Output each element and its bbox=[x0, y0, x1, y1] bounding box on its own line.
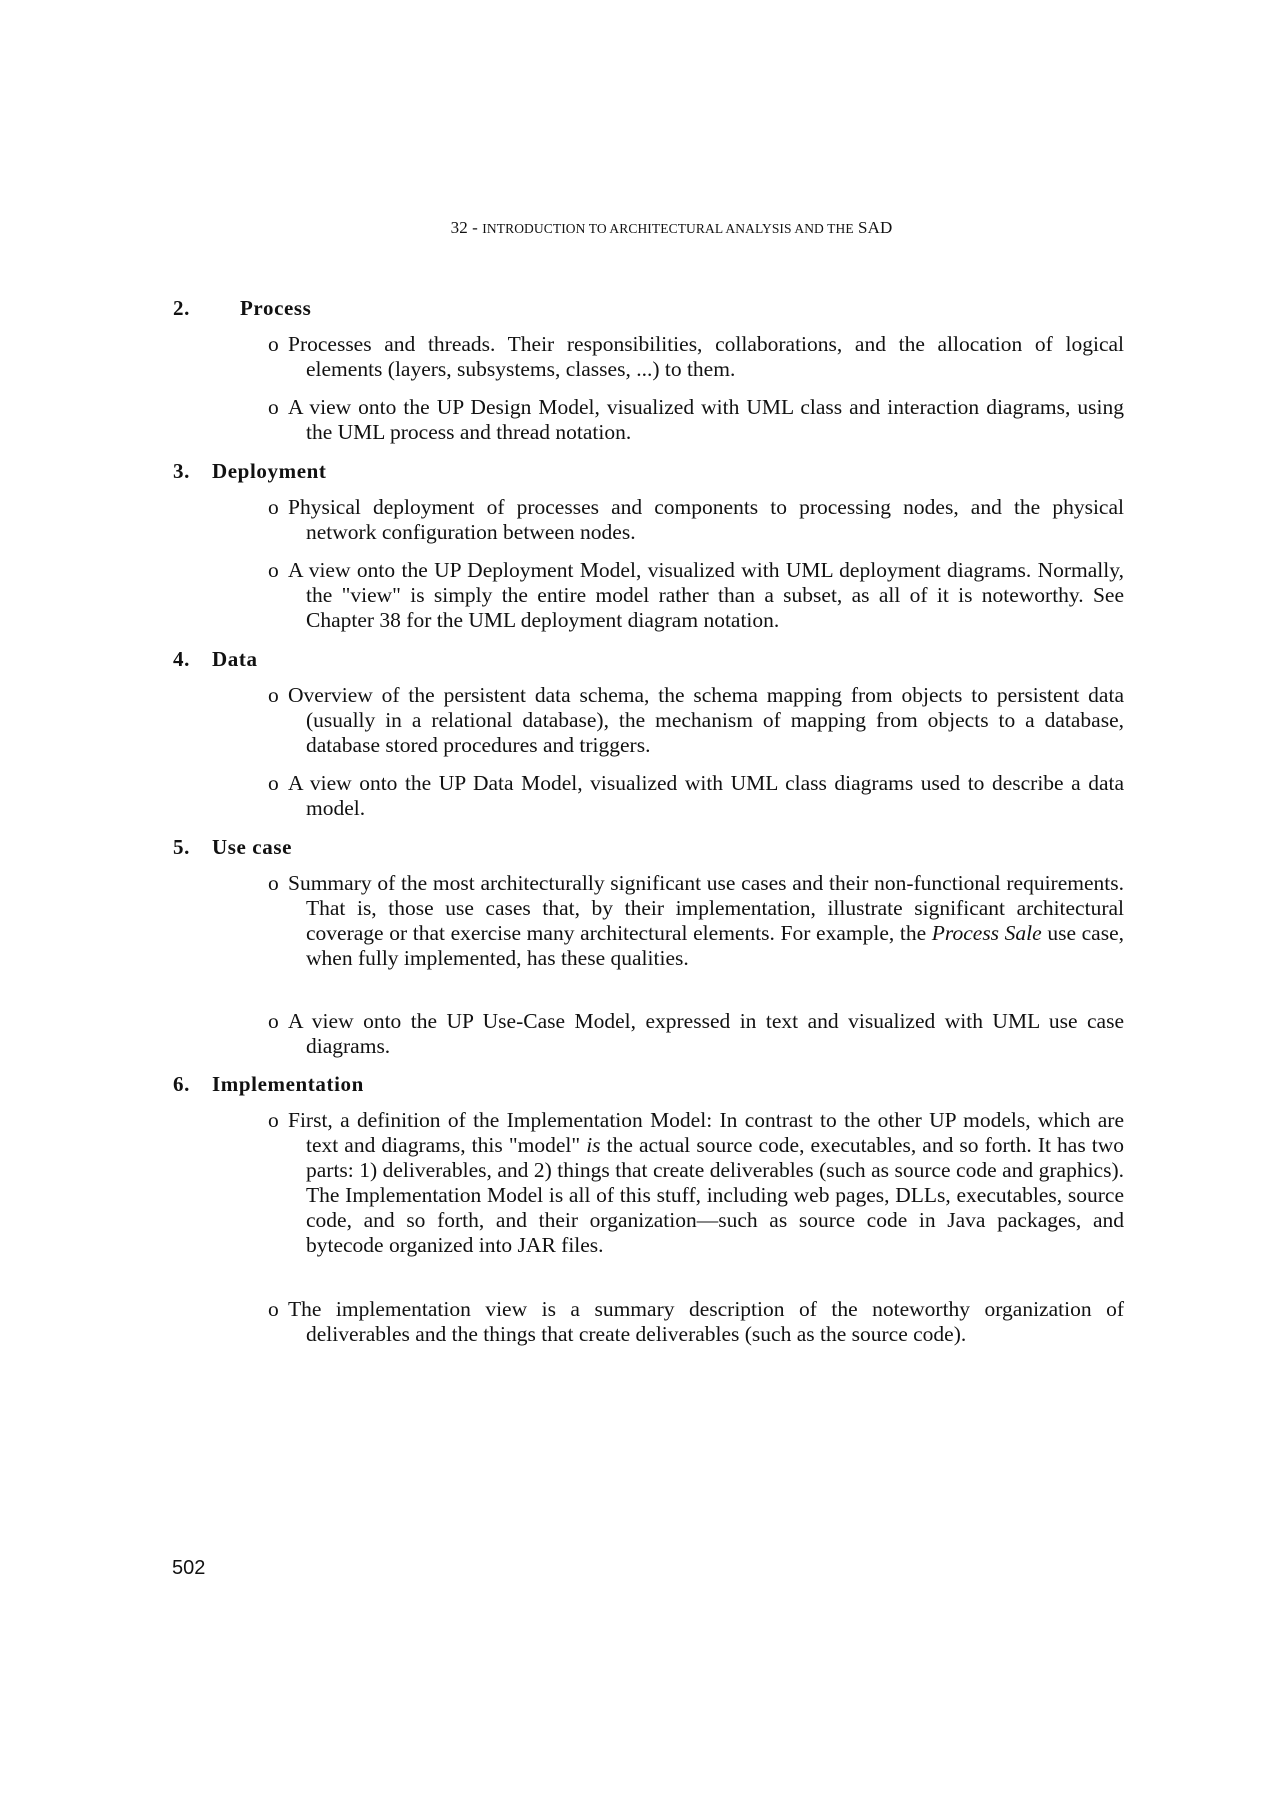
bullet-marker: o bbox=[268, 1108, 279, 1132]
bullet-text-before: First, a definition of the Implementation Model: In contrast to the other UP models, which are text and diagrams, this "model" bbox=[288, 1108, 1124, 1157]
bullet-item bbox=[268, 1108, 1124, 1258]
bullet-item bbox=[268, 395, 1124, 445]
bullet-text: A view onto the UP Data Model, visualized with UML class diagrams used to describe a data model. bbox=[288, 771, 1124, 820]
bullet-marker: o bbox=[268, 1297, 279, 1321]
bullet-marker: o bbox=[268, 771, 279, 795]
section-number: 5. bbox=[173, 835, 190, 859]
running-header bbox=[0, 218, 1273, 238]
bullet-item bbox=[268, 495, 1124, 545]
bullet-item bbox=[268, 683, 1124, 758]
section-title: Deployment bbox=[212, 459, 327, 483]
page-number: 502 bbox=[172, 1557, 206, 1579]
bullet-text-italic: Process Sale bbox=[931, 921, 1042, 945]
bullet-item bbox=[268, 1009, 1124, 1059]
section-title: Use case bbox=[212, 835, 293, 859]
bullet-marker: o bbox=[268, 495, 279, 519]
bullet-text-italic: is bbox=[586, 1133, 601, 1157]
bullet-text: Physical deployment of processes and components to processing nodes, and the physical network configuration between nodes. bbox=[288, 495, 1124, 544]
bullet-text: Overview of the persistent data schema, the schema mapping from objects to persistent data (usually in a relational database), the mechanism of mapping from objects to a database, database stored procedures and triggers. bbox=[288, 683, 1124, 757]
bullet-text-after: use case, when fully implemented, has these qualities. bbox=[306, 921, 1124, 970]
header-prefix: 32 - bbox=[450, 218, 483, 237]
bullet-item bbox=[268, 1297, 1124, 1347]
bullet-item bbox=[268, 332, 1124, 382]
section-title: Data bbox=[212, 647, 258, 671]
section-number: 4. bbox=[173, 647, 190, 671]
bullet-item bbox=[268, 871, 1124, 971]
bullet-text: A view onto the UP Use-Case Model, expressed in text and visualized with UML use case diagrams. bbox=[288, 1009, 1124, 1058]
bullet-text: A view onto the UP Deployment Model, visualized with UML deployment diagrams. Normally, the "view" is simply the entire model rather than a subset, as all of it is noteworthy. See Chapter 38 for the UML deployment diagram notation. bbox=[288, 558, 1124, 632]
header-chapter-title: INTRODUCTION TO ARCHITECTURAL ANALYSIS AND THE bbox=[482, 221, 854, 236]
bullet-text: The implementation view is a summary description of the noteworthy organization of deliverables and the things that create deliverables (such as the source code). bbox=[288, 1297, 1124, 1346]
bullet-text-after: the actual source code, executables, and so forth. It has two parts: 1) deliverables, and 2) things that create deliverables (such as source code and graphics). The Implementation Model is all of this stuff, including web pages, DLLs, executables, source code, and so forth, and their organization—such as source code in Java packages, and bytecode organized into JAR files. bbox=[306, 1133, 1125, 1257]
bullet-item bbox=[268, 558, 1124, 633]
bullet-text: Processes and threads. Their responsibilities, collaborations, and the allocation of logical elements (layers, subsystems, classes, ...) to them. bbox=[288, 332, 1124, 381]
header-chapter-suffix: SAD bbox=[858, 218, 893, 237]
bullet-marker: o bbox=[268, 395, 279, 419]
section-title: Implementation bbox=[212, 1072, 364, 1096]
section-number: 2. bbox=[173, 296, 190, 320]
section-number: 3. bbox=[173, 459, 190, 483]
section-number: 6. bbox=[173, 1072, 190, 1096]
bullet-marker: o bbox=[268, 558, 279, 582]
section-title: Process bbox=[240, 296, 312, 320]
bullet-marker: o bbox=[268, 683, 279, 707]
bullet-item bbox=[268, 771, 1124, 821]
bullet-marker: o bbox=[268, 1009, 279, 1033]
bullet-marker: o bbox=[268, 871, 279, 895]
bullet-text-before: Summary of the most architecturally significant use cases and their non-functional requirements. That is, those use cases that, by their implementation, illustrate significant architectural coverage or that exercise many architectural elements. For example, the bbox=[288, 871, 1124, 945]
bullet-marker: o bbox=[268, 332, 279, 356]
bullet-text: A view onto the UP Design Model, visualized with UML class and interaction diagrams, using the UML process and thread notation. bbox=[288, 395, 1124, 444]
